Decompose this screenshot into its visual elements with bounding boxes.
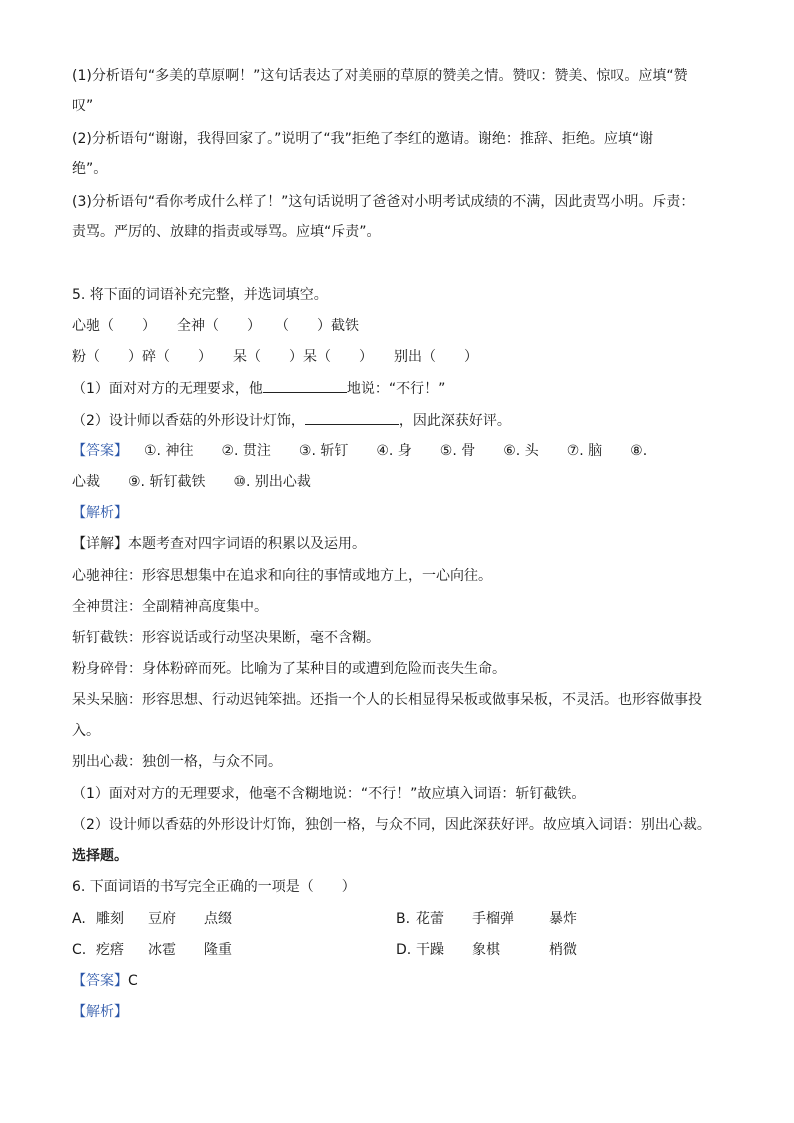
option-word: 隆重 <box>204 942 232 958</box>
option-word: 冰雹 <box>148 942 176 958</box>
q5-blank-line-2: 粉（ ）碎（ ） 呆（ ）呆（ ） 别出（ ） <box>72 349 478 365</box>
q5-detail-3: 全神贯注：全副精神高度集中。 <box>72 599 268 615</box>
q5-title: 5. 将下面的词语补充完整，并选词填空。 <box>72 287 328 303</box>
q6-answer-tag: 【答案】 <box>72 973 128 989</box>
explanation-line-3: (2)分析语句“谢谢，我得回家了。”说明了“我”拒绝了李红的邀请。谢绝：推辞、拒绝。应填“谢 <box>72 131 654 147</box>
q5-sentence-1 <box>72 378 722 399</box>
q6-option-d <box>396 940 411 960</box>
option-word: 雕刻 <box>96 911 124 927</box>
q5-answers-1: ①. 神往 ②. 贯注 ③. 斩钉 ④. 身 ⑤. 骨 ⑥. 头 ⑦. 脑 ⑧. <box>144 443 648 459</box>
q5-sentence-1-before: （1）面对对方的无理要求，他 <box>72 381 263 397</box>
q5-sentence-2 <box>72 410 722 431</box>
option-label: C. <box>72 942 87 958</box>
q5-detail-6: 呆头呆脑：形容思想、行动迟钝笨拙。还指一个人的长相显得呆板或做事呆板，不灵活。也形容做事投 <box>72 692 702 708</box>
q5-sentence-1-blank <box>263 378 347 393</box>
section-heading: 选择题。 <box>72 848 128 864</box>
option-word: 点缀 <box>204 911 232 927</box>
option-word: 豆府 <box>148 911 176 927</box>
explanation-line-2: 叹” <box>72 98 94 114</box>
explanation-line-5: (3)分析语句“看你考成什么样了！”这句话说明了爸爸对小明考试成绩的不满，因此责骂小明。斥责： <box>72 194 695 210</box>
option-word: 花蕾 <box>416 911 444 927</box>
explanation-line-6: 责骂。严厉的、放肆的指责或辱骂。应填“斥责”。 <box>72 224 381 240</box>
q5-sentence-1-after: 地说：“不行！” <box>346 381 446 397</box>
q5-detail-7: 入。 <box>72 723 100 739</box>
q6-option-b <box>396 909 410 929</box>
q6-option-c <box>72 940 86 960</box>
option-label: D. <box>396 942 412 958</box>
q5-answer-line-2: 心裁 ⑨. 斩钉截铁 ⑩. 别出心裁 <box>72 474 311 490</box>
q5-detail-10: （2）设计师以香菇的外形设计灯饰，独创一格，与众不同，因此深获好评。故应填入词语：别出心裁。 <box>72 817 711 833</box>
q6-option-a <box>72 909 86 929</box>
explanation-line-4: 绝”。 <box>72 161 108 177</box>
option-word: 梢微 <box>549 942 577 958</box>
option-word: 象棋 <box>472 942 500 958</box>
q6-title: 6. 下面词语的书写完全正确的一项是（ ） <box>72 879 356 895</box>
q5-detail-9: （1）面对对方的无理要求，他毫不含糊地说：“不行！”故应填入词语：斩钉截铁。 <box>72 786 586 802</box>
q5-sentence-2-before: （2）设计师以香菇的外形设计灯饰， <box>72 413 305 429</box>
option-label: B. <box>396 911 411 927</box>
q5-detail-5: 粉身碎骨：身体粉碎而死。比喻为了某种目的或遭到危险而丧失生命。 <box>72 661 506 677</box>
q5-detail-1: 【详解】本题考查对四字词语的积累以及运用。 <box>72 536 366 552</box>
option-word: 疙瘩 <box>96 942 124 958</box>
q5-sentence-2-blank <box>305 410 399 425</box>
q5-answer-line-1 <box>72 441 722 461</box>
q6-options-row-1 <box>72 909 722 929</box>
q5-blank-line-1: 心驰（ ） 全神（ ） （ ）截铁 <box>72 318 359 334</box>
q5-detail-8: 别出心裁：独创一格，与众不同。 <box>72 754 282 770</box>
q6-options-row-2 <box>72 940 722 960</box>
q6-answer-line <box>72 971 722 991</box>
option-word: 暴炸 <box>549 911 577 927</box>
q6-answer-value: C <box>128 973 138 989</box>
q5-analysis-tag: 【解析】 <box>72 505 128 521</box>
q6-analysis-tag: 【解析】 <box>72 1004 128 1020</box>
option-label: A. <box>72 911 86 927</box>
q5-answer-tag: 【答案】 <box>72 443 128 459</box>
option-word: 干躁 <box>416 942 444 958</box>
q5-sentence-2-after: ，因此深获好评。 <box>398 413 511 429</box>
option-word: 手榴弹 <box>472 911 514 927</box>
explanation-line-1: (1)分析语句“多美的草原啊！”这句话表达了对美丽的草原的赞美之情。赞叹：赞美、惊叹。应填“赞 <box>72 68 688 84</box>
q5-detail-2: 心驰神往：形容思想集中在追求和向往的事情或地方上，一心向往。 <box>72 568 492 584</box>
q5-detail-4: 斩钉截铁：形容说话或行动坚决果断，毫不含糊。 <box>72 630 380 646</box>
